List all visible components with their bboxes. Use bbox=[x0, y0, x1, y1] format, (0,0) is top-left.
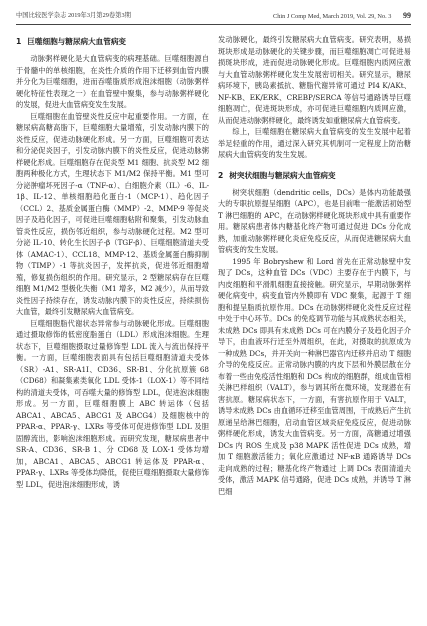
running-header bbox=[16, 10, 411, 25]
section-number: 1 bbox=[16, 37, 22, 46]
section-title: 巨噬细胞与糖尿病大血管病变 bbox=[27, 37, 127, 46]
body-paragraph: 树突状细胞（dendritic cells，DCs）是体内功能最强大的专职抗原提呈细胞（APC），也是目前唯一能激活初始型 T 淋巴细胞的 APC，在动脉粥样硬化斑块形成中具有重要作用。糖尿病患者体内糖基化终产物可通过促进 DCs 分化成熟，加重动脉粥样硬化炎症免疫反应，从而促进糖尿病大血管病变的发生发展。 bbox=[218, 187, 411, 254]
section-number: 2 bbox=[218, 170, 224, 180]
body-paragraph: 动脉粥样硬化是大血管病变的病理基础。巨噬细胞源自于骨髓中的单核细胞，在炎性介质的作用下迁移到血管内膜并分化为巨噬细胞，进而吞噬脂质形成泡沫细胞（动脉粥样硬化特征性表现之一）在血管壁中聚集，参与动脉粥样硬化的发展，促进大血管病变发生发展。 bbox=[16, 54, 209, 109]
body-paragraph: 巨噬细胞在血管壁炎性反应中起重要作用。一方面，在糖尿病高糖高脂下，巨噬细胞大量增殖，引发动脉内膜下的炎性反应，促进动脉硬化形成。另一方面，巨噬细胞可表达和分泌促炎因子，引发动脉内膜下的炎性反应，促进动脉粥样硬化形成。巨噬细胞存在促炎型 M1 细胞、抗炎型 M2 细胞两种极化方式，生理状态下 M1/M2 保持平衡。M1 型可分泌肿瘤坏死因子-α（TNF-α）、白细胞介素（IL）-6、IL-1β、IL-12、单核细胞趋化蛋白-1（MCP-1）、趋化因子（CCL）2、基质金属蛋白酶（MMP）-2、MMP-9 等促炎因子及趋化因子，可促进巨噬细胞粘附和聚集，引发动脉血管炎性反应，损伤邻近组织，参与动脉硬化过程。M2 型可分泌 IL-10、转化生长因子-β（TGF-β）、巨噬细胞清道夫受体（AMAC-1）、CCL18、MMP-12、基质金属蛋白酶抑制物（TIMP）-1 等抗炎因子，发挥抗炎，促进邻近细胞增殖，修复损伤组织的作用。研究显示，2 型糖尿病存在巨噬细胞 M1/M2 型极化失衡（M1 增多，M2 减少），从而导致炎性因子持续存在，诱发动脉内膜下的炎性反应，持续损伤大血管，最终引发糖尿病大血管病变。 bbox=[16, 111, 209, 316]
left-column bbox=[16, 34, 209, 490]
section-title: 树突状细胞与糖尿病大血管病变 bbox=[229, 170, 336, 180]
right-column bbox=[218, 34, 411, 497]
body-paragraph-continued: 发动脉硬化，最终引发糖尿病大血管病变。研究表明，易损斑块形成是动脉硬化的关键步骤，而巨噬细胞凋亡可促进易损斑块形成，进而促进动脉硬化形成。巨噬细胞内质网应激与大血管动脉粥样硬化发生发展密切相关。研究显示，糖尿病环境下，胰岛素抵抗、糖脂代谢异常可通过 PI4 K/AKt、NF-KB、EK/ERK、CREBP/SERCA 等信号通路诱导巨噬细胞凋亡，促进斑块形成，亦可促进巨噬细胞内质网应激，从而促进动脉粥样硬化，最终诱发如重糖尿病大血管病变。 bbox=[218, 35, 411, 125]
body-paragraph: 巨噬细胞脂代谢状态异常参与动脉硬化形成。巨噬细胞通过摄取修饰的低密度脂蛋白（LDL）形成泡沫细胞。生理状态下，巨噬细胞摄取过量修饰型 LDL 流入与流出保持平衡。一方面，巨噬细胞表面具有包括巨噬细胞清道夫受体（SR）-A1、SR-A1I、CD36、SR-B1、分化抗原簇 68（CD68）和凝集素类氧化 LDL 受体-1（LOX-1）等不同结构的清道夫受体，可吞噬大量的修饰型 LDL，促进泡沫细胞形成。另一方面，巨噬细胞膜上 ABC 转运体（包括 ABCA1、ABCA5、ABCG1 及 ABCG4）及细胞核中的 PPAR-α、PPAR-γ、LXRs 等受体可促进修饰型 LDL 及胆固醇流出，影响泡沫细胞形成。而研究发现，糖尿病患者中 SR-A、CD36、SR-B 1、分 CD68 及 LOX-1 受体均增加，ABCA1、ABCA5、ABCG1 转运体及 PPAR-α、PPAR-γ、LXRs 等受体均降低，促使巨噬细胞摄取大量修饰型 LDL，促进泡沫细胞形成，诱 bbox=[16, 318, 209, 489]
page-number: 99 bbox=[403, 11, 411, 20]
section-spacer bbox=[218, 161, 411, 168]
journal-info-right bbox=[273, 10, 411, 23]
body-paragraph: 1995 年 Bobryshew 和 Lord 首先在正常动脉壁中发现了 DCs，这种血管 DCs（VDC）主要存在于内膜下，与内皮细胞和平滑肌细胞直接接触。研究显示，早期动脉粥样硬化病变中，病变血管内外膜即有 VDC 聚集，起源于 T 细胞和提呈脂质抗原作用。DCs 在动脉粥样硬化炎性反应过程中处于中心环节。DCs 的免疫调节功能与其成熟状态相关，未成熟 DCs 即具有未成熟 DCs 可在内膜分子及趋化因子介导下，由血液环行迁至外周组织，在此，对摄取的抗原成为一种成熟 DCs，并开关向一种淋巴器官内迁移并启动 T 细胞介导的免疫反应。正常动脉内膜的内皮下层和外膜层散在分布着一些由免疫活性细胞和 DCs 构成的细胞群，组成血管相关淋巴样组织（VALT），参与调其所在微环境，发现潜在有害抗原。糖尿病状态下，一方面，有害抗原作用于 VALT，诱导未成熟 DCs 由血循环迁移至血管周围，干成熟后产生抗原递呈给淋巴细胞，启动血管区域炎症免疫反应，促进动脉粥样硬化形成，诱发大血管病变。另一方面，高糖通过增强 DCs 内 ROS 生成及 p38 MAPK 活性促进 DCs 成熟，增加 T 细胞激活能力；氧化应激通过 NF-κB 通路诱导 DCs 走向成熟的过程；糖基化终产物通过 上调 DCs 表面清道夫受体，激活 MAPK 信号通路，促进 DCs 成熟，并诱导 T 淋巴细 bbox=[218, 256, 411, 496]
section-heading-1 bbox=[16, 36, 209, 48]
summary-paragraph: 综上，巨噬细胞在糖尿病大血管病变的发生发展中起着举足轻重的作用，通过深入研究其机制可一定程度上防治糖尿病大血管病变的发生发展。 bbox=[218, 127, 411, 159]
section-heading-2 bbox=[218, 170, 411, 182]
journal-title-cn: 中国比较医学杂志 2019年3月第29卷第3期 bbox=[16, 12, 131, 19]
journal-title-en: Chin J Comp Med, March 2019, Vol. 29, No. 3 bbox=[273, 13, 392, 20]
